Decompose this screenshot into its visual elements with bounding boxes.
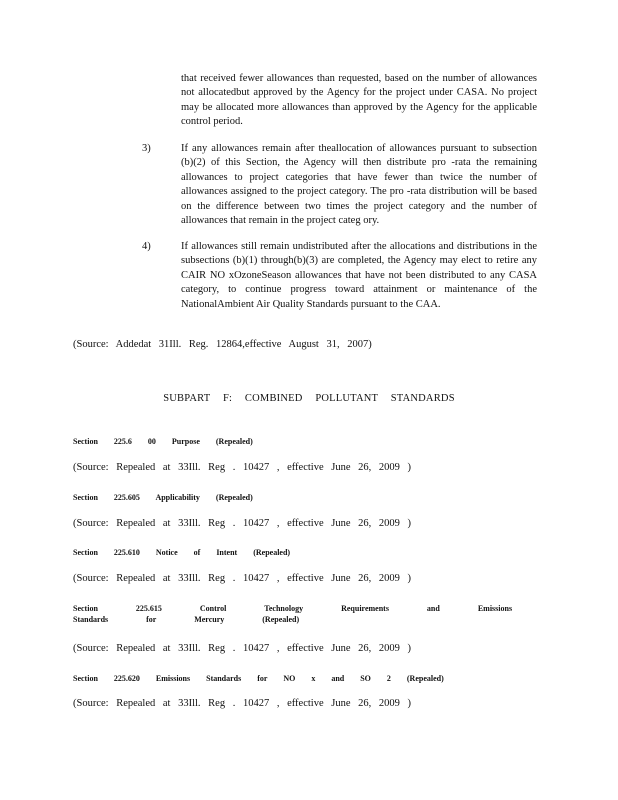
- section-source: (Source: Repealed at 33Ill. Reg . 10427 , effective June 26, 2009 ): [73, 698, 411, 709]
- continuation-paragraph: that received fewer allowances than requested, based on the number of allowances not allocatedbut approved by the Agency for the project under CASA. No project may be allocated more allowances than approved by the Agency for the applicable control period.: [181, 73, 537, 128]
- section-heading: Section 225.615 Control Technology Requirements and Emissions Standards for Mercury (Repealed): [73, 604, 513, 624]
- source-note: (Source: Addedat 31Ill. Reg. 12864,effective August 31, 2007): [73, 339, 372, 350]
- section-source: (Source: Repealed at 33Ill. Reg . 10427 , effective June 26, 2009 ): [73, 573, 411, 584]
- list-item-text: If allowances still remain undistributed after the allocations and distributions in the subsections (b)(1) through(b)(3) are completed, the Agency may elect to retire any CAIR NO xOzoneSeason allowances that have not been distributed to any CASA category, to continue progress toward attainment or maintenance of the NationalAmbient Air Quality Standards pursuant to the CAA.: [181, 241, 537, 310]
- list-item-number: 4): [142, 241, 151, 252]
- list-item-text: If any allowances remain after theallocation of allowances pursuant to subsection (b)(2) of this Section, the Agency will then distribute pro -rata the remaining allowances to project categories that have fewer than twice the number of allowances assigned to the project category. The pro -rata distribution will be based on the difference between two times the project category and the number of allowances that remain in the project categ ory.: [181, 143, 537, 227]
- section-source: (Source: Repealed at 33Ill. Reg . 10427 , effective June 26, 2009 ): [73, 462, 411, 473]
- section-heading: Section 225.605 Applicability (Repealed): [73, 493, 253, 502]
- section-source: (Source: Repealed at 33Ill. Reg . 10427 , effective June 26, 2009 ): [73, 643, 411, 654]
- section-source: (Source: Repealed at 33Ill. Reg . 10427 , effective June 26, 2009 ): [73, 518, 411, 529]
- section-heading: Section 225.610 Notice of Intent (Repealed): [73, 548, 291, 557]
- list-item-number: 3): [142, 143, 151, 154]
- section-heading: Section 225.6 00 Purpose (Repealed): [73, 437, 253, 446]
- section-heading: Section 225.620 Emissions Standards for NO x and SO 2 (Repealed): [73, 674, 444, 683]
- subpart-heading: SUBPART F: COMBINED POLLUTANT STANDARDS: [163, 393, 455, 404]
